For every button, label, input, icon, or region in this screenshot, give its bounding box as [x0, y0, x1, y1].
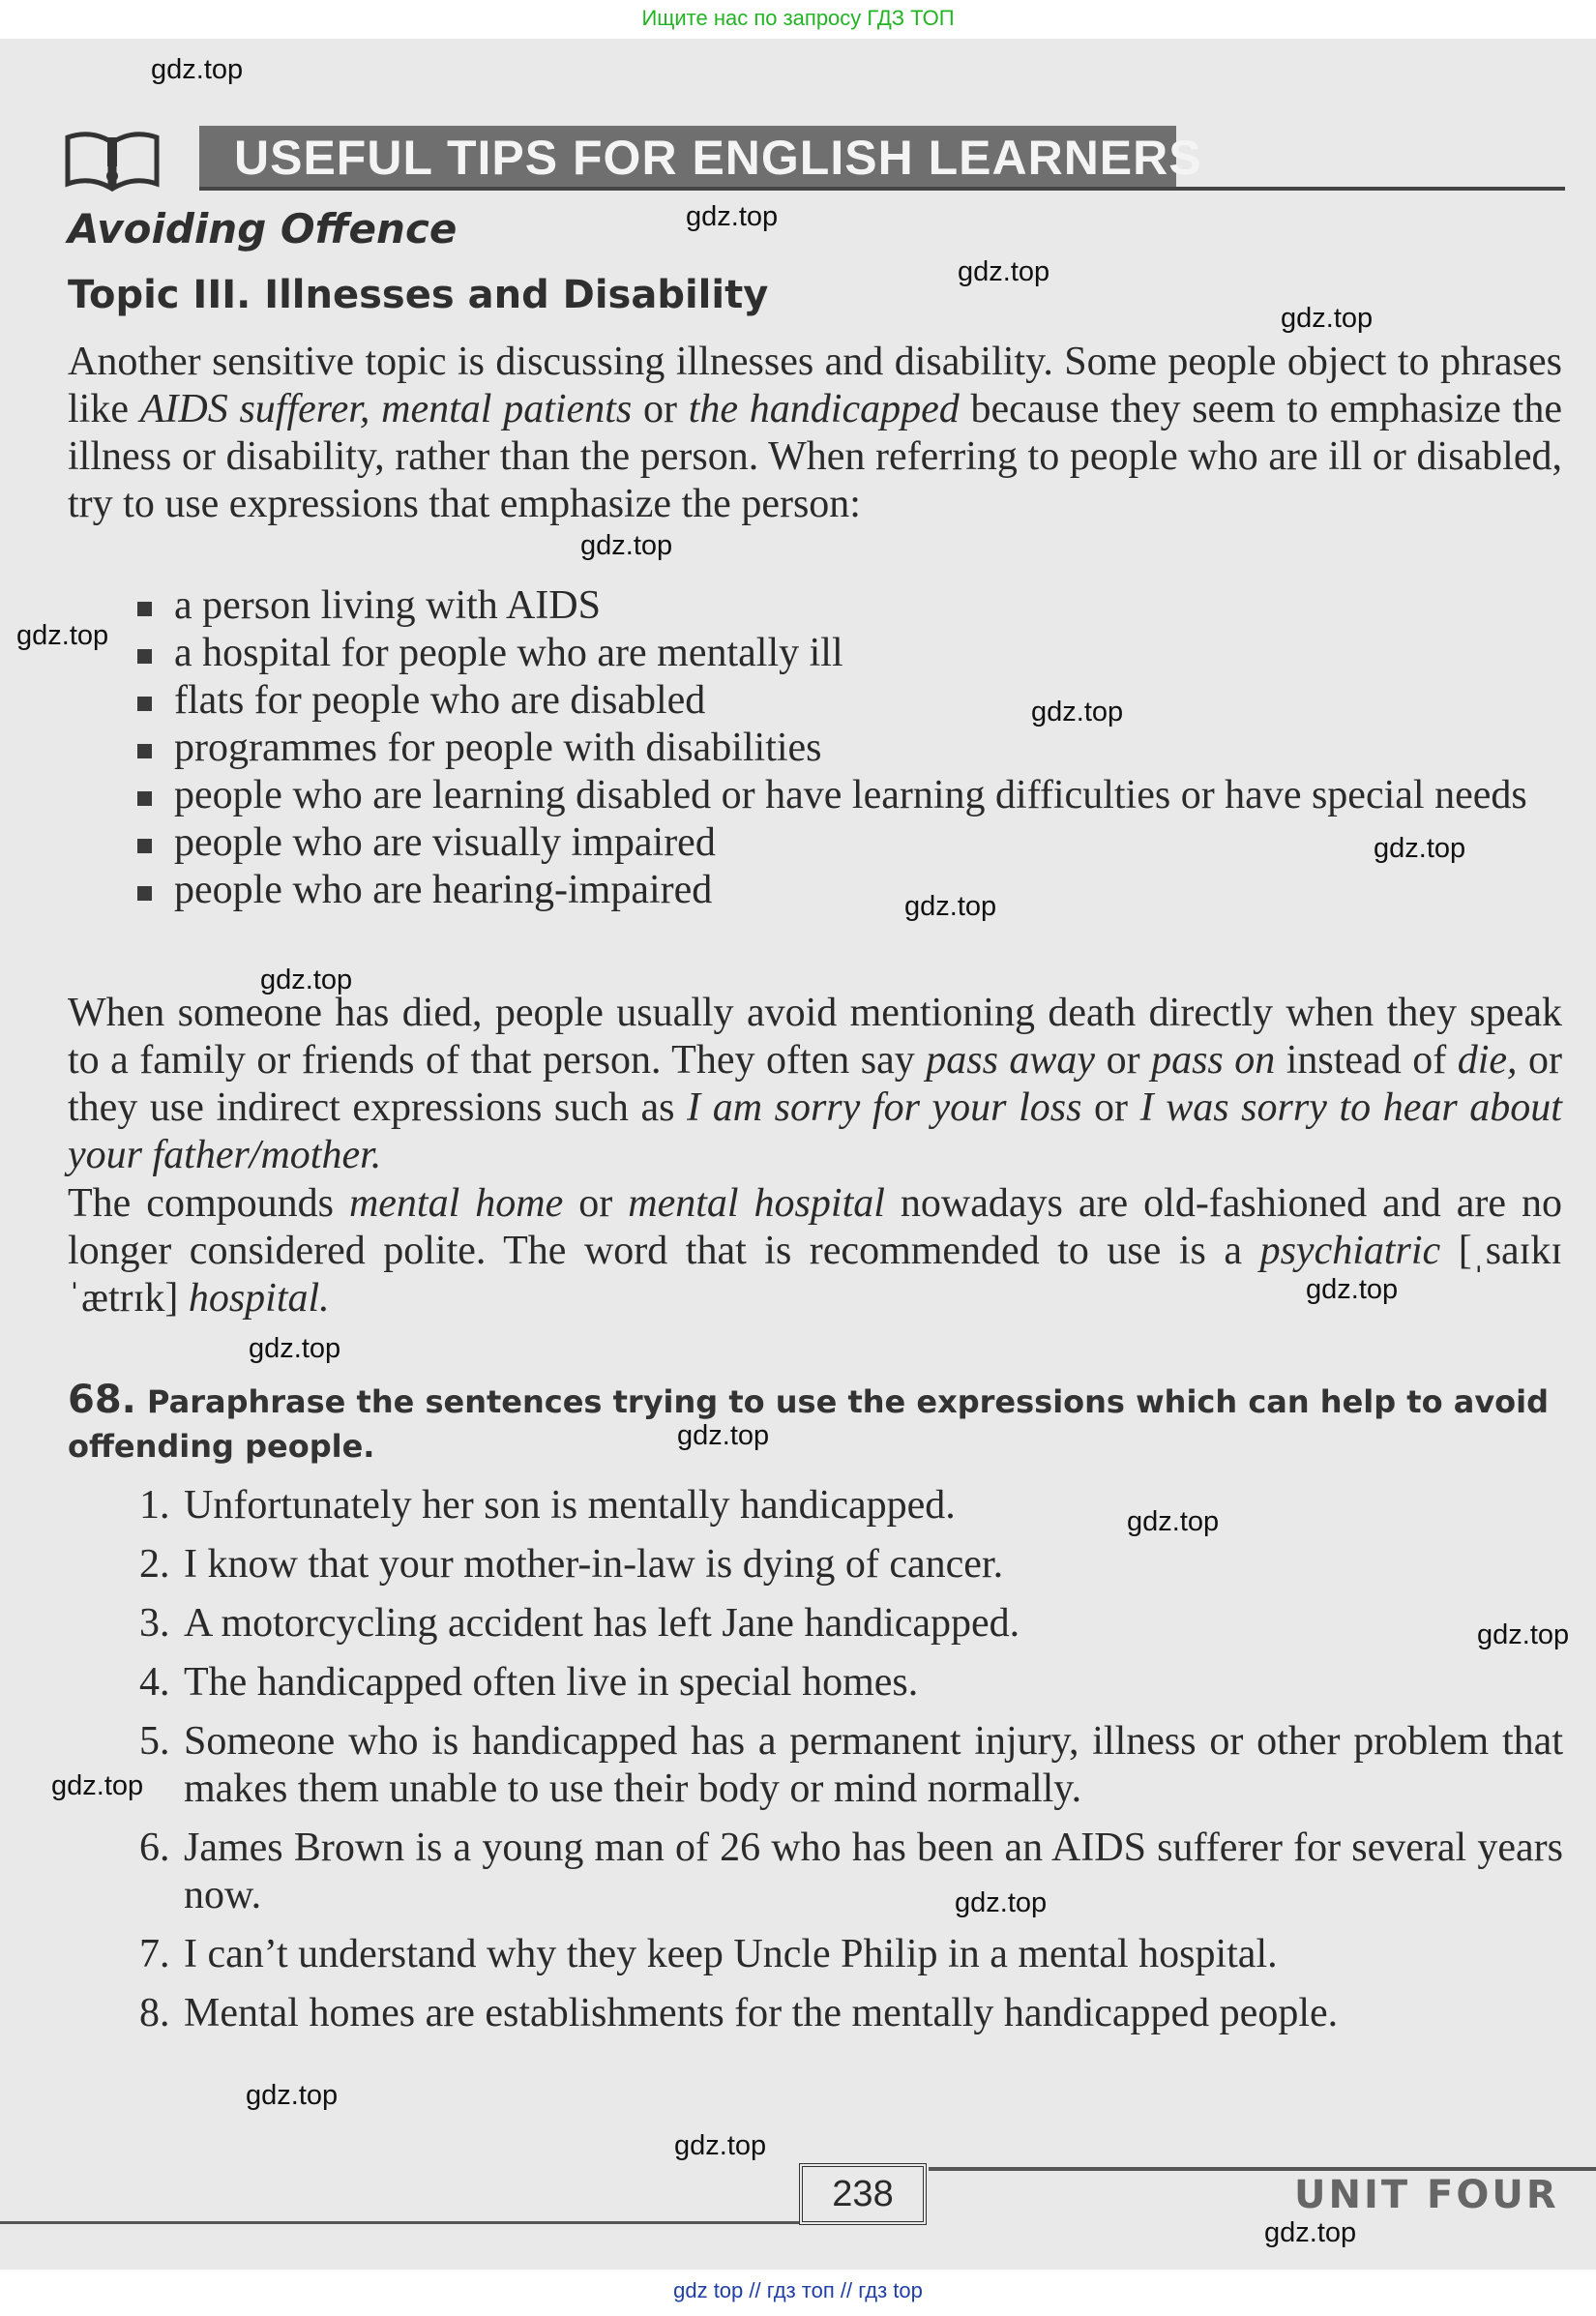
watermark: gdz.top — [249, 1333, 341, 1364]
unit-label: UNIT FOUR — [1294, 2173, 1559, 2217]
list-item: people who are visually impaired — [139, 819, 1563, 867]
death-paragraph: When someone has died, people usually avoid mentioning death directly when they speak to a family or friends of that person. They often say pass away or pass on instead of die, or they use indirect expressions such as I am sorry for your loss or I was sorry to hear about your father/mother. — [68, 991, 1562, 1177]
watermark: gdz.top — [51, 1770, 144, 1801]
watermark: gdz.top — [16, 620, 109, 651]
watermark: gdz.top — [260, 965, 353, 995]
expression-list — [139, 582, 1563, 914]
footer-rule-left — [0, 2221, 799, 2224]
banner-rule — [199, 187, 1565, 191]
list-item: flats for people who are disabled — [139, 677, 1563, 725]
exercise-number: 68. — [68, 1378, 136, 1422]
list-item: people who are hearing-impaired — [139, 867, 1563, 914]
exercise-item: 8. Mental homes are establishments for the mentally handicapped people. — [139, 1991, 1339, 2035]
exercise-item: 2. I know that your mother-in-law is dying of cancer. — [139, 1542, 1004, 1587]
exercise-item: 5. Someone who is handicapped has a permanent injury, illness or other problem that makes them unable to use their body or mind normally. — [139, 1719, 1563, 1811]
exercise-items — [139, 1482, 1563, 2049]
exercise-item: 1. Unfortunately her son is mentally handicapped. — [139, 1483, 956, 1528]
footer-rule-right — [929, 2167, 1596, 2171]
watermark: gdz.top — [1264, 2217, 1357, 2248]
watermark: gdz.top — [686, 201, 779, 232]
watermark: gdz.top — [958, 256, 1050, 287]
topic-heading: Topic III. Illnesses and Disability — [68, 273, 769, 317]
exercise-item: 6. James Brown is a young man of 26 who has been an AIDS sufferer for several years now. — [139, 1826, 1563, 1917]
list-item: a hospital for people who are mentally ill — [139, 630, 1563, 677]
section-subtitle: Avoiding Offence — [68, 205, 458, 252]
watermark: gdz.top — [1031, 697, 1124, 727]
exercise-item: 7. I can’t understand why they keep Uncle Philip in a mental hospital. — [139, 1932, 1278, 1976]
watermark: gdz.top — [1281, 303, 1374, 334]
watermark: gdz.top — [677, 1420, 770, 1451]
watermark: gdz.top — [580, 530, 673, 561]
exercise-item: 4. The handicapped often live in special homes. — [139, 1660, 919, 1705]
exercise-item: 3. A motorcycling accident has left Jane handicapped. — [139, 1601, 1020, 1646]
watermark: gdz.top — [151, 54, 244, 85]
top-banner[interactable]: Ищите нас по запросу ГДЗ ТОП — [641, 6, 955, 30]
list-item: a person living with AIDS — [139, 582, 1563, 630]
watermark: gdz.top — [1306, 1274, 1399, 1305]
bottom-banner[interactable]: gdz top // гдз топ // гдз top — [0, 2270, 1596, 2316]
watermark: gdz.top — [904, 891, 997, 922]
open-book-exclamation-icon — [64, 128, 161, 196]
section-banner: USEFUL TIPS FOR ENGLISH LEARNERS — [199, 126, 1176, 190]
page-number: 238 — [799, 2163, 927, 2225]
compounds-paragraph: The compounds mental home or mental hospital nowadays are old-fashioned and are no longer considered polite. The word that is recommended to use is a psychiatric [ˌsaɪkɪˈætrɪk] hospital. — [68, 1181, 1563, 1321]
exercise-instruction: 68. Paraphrase the sentences trying to use the expressions which can help to avoid offending people. — [68, 1378, 1550, 1465]
watermark: gdz.top — [1127, 1506, 1220, 1537]
watermark: gdz.top — [955, 1887, 1048, 1918]
intro-paragraph: Another sensitive topic is discussing illnesses and disability. Some people object to phrases like AIDS sufferer, mental patients or the handicapped because they seem to emphasize the illness or disability, rather than the person. When referring to people who are ill or disabled, try to use expressions that emphasize the person: — [68, 340, 1562, 526]
list-item: programmes for people with disabilities — [139, 725, 1563, 772]
watermark: gdz.top — [1477, 1619, 1570, 1650]
list-item: people who are learning disabled or have learning difficulties or have special needs — [139, 772, 1563, 819]
watermark: gdz.top — [246, 2080, 339, 2111]
watermark: gdz.top — [1374, 833, 1466, 864]
watermark: gdz.top — [674, 2130, 767, 2161]
